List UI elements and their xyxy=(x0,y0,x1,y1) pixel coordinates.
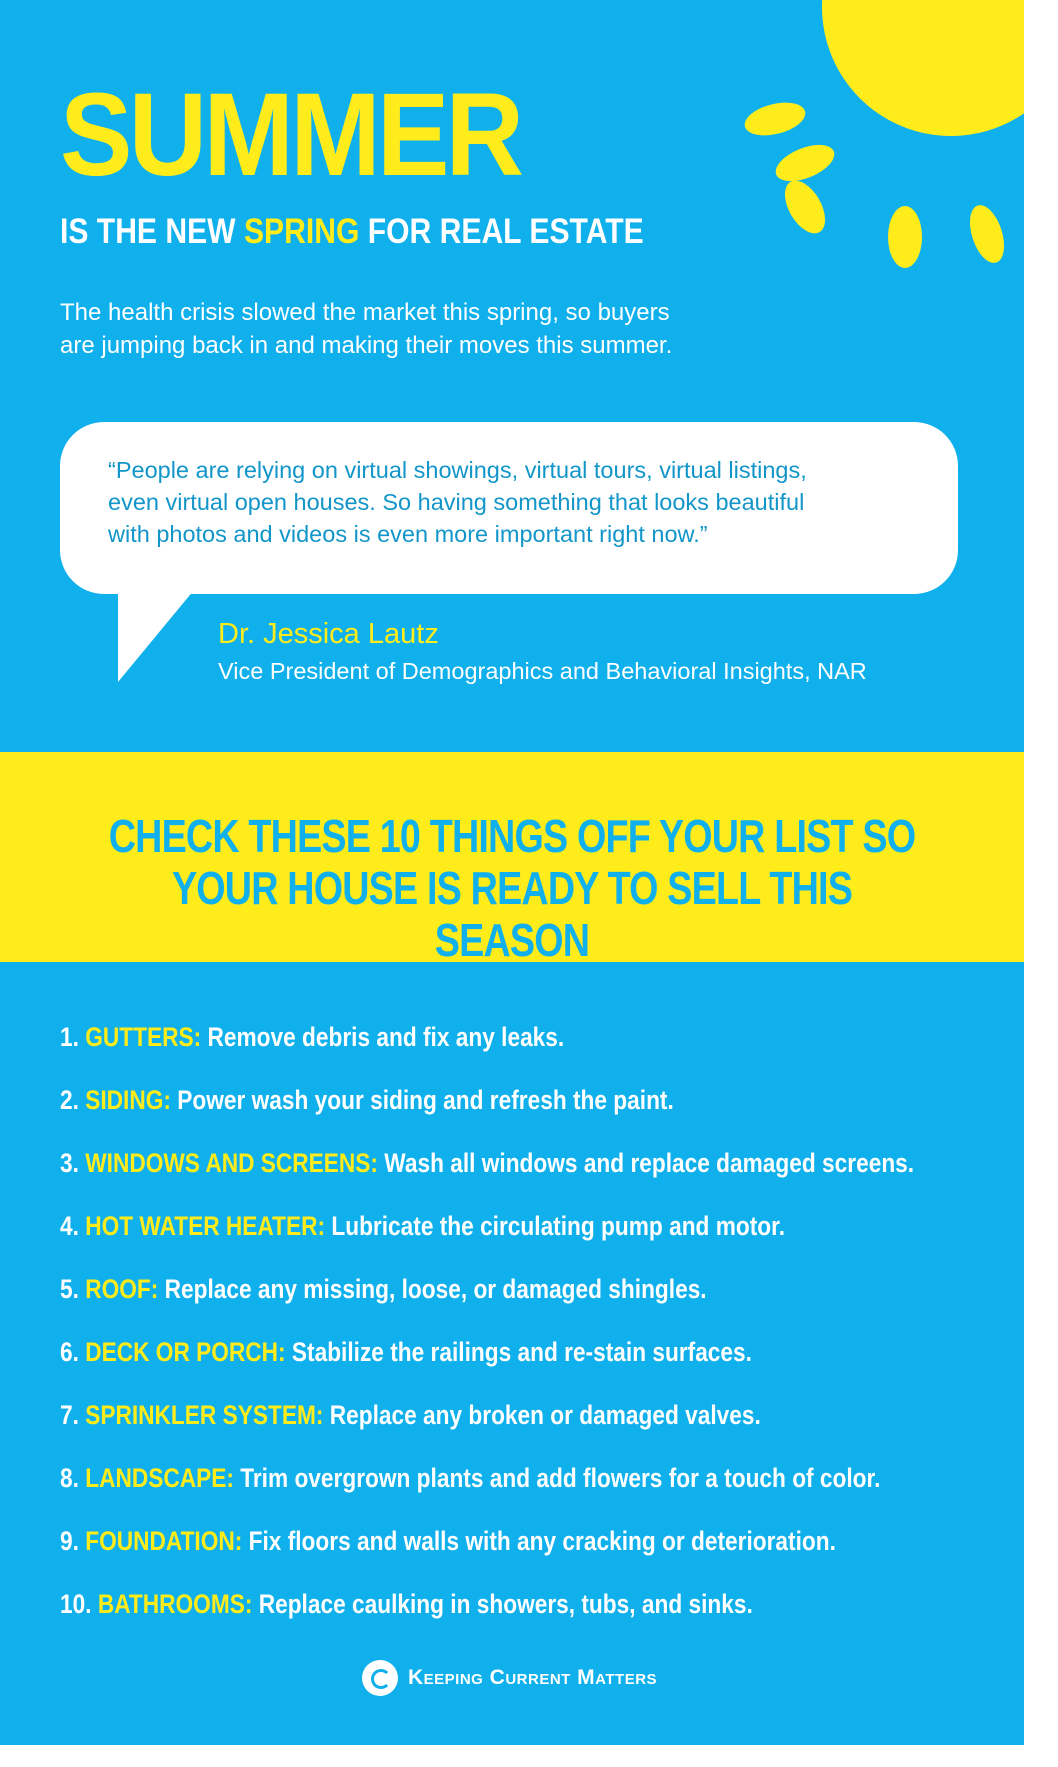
sun-ray-icon xyxy=(771,137,840,188)
sun-ray-icon xyxy=(741,97,808,141)
kcm-logo xyxy=(362,1660,657,1696)
item-text: Fix floors and walls with any cracking or deterioration. xyxy=(248,1526,836,1556)
item-text: Lubricate the circulating pump and motor. xyxy=(331,1211,786,1241)
item-label: BATHROOMS: xyxy=(97,1589,253,1619)
item-number: 9. xyxy=(60,1526,79,1556)
quote-line: with photos and videos is even more important right now.” xyxy=(108,521,708,547)
quote-line: “People are relying on virtual showings, virtual tours, virtual listings, xyxy=(108,457,807,483)
item-text: Replace any missing, loose, or damaged shingles. xyxy=(164,1274,707,1304)
intro-text xyxy=(60,296,780,362)
item-label: GUTTERS: xyxy=(85,1022,202,1052)
item-label: LANDSCAPE: xyxy=(85,1463,234,1493)
item-label: DECK OR PORCH: xyxy=(85,1337,286,1367)
list-item xyxy=(60,1528,836,1555)
sun-ray-icon xyxy=(963,201,1010,267)
item-number: 5. xyxy=(60,1274,79,1304)
item-text: Remove debris and fix any leaks. xyxy=(207,1022,565,1052)
list-item xyxy=(60,1465,880,1492)
quote-bubble-tail xyxy=(118,590,194,682)
item-label: WINDOWS AND SCREENS: xyxy=(85,1148,378,1178)
item-number: 7. xyxy=(60,1400,79,1430)
item-label: SPRINKLER SYSTEM: xyxy=(85,1400,324,1430)
checklist-heading-line: CHECK THESE 10 THINGS OFF YOUR LIST SO xyxy=(108,810,916,862)
item-text: Replace caulking in showers, tubs, and sinks. xyxy=(258,1589,753,1619)
quote-author-title: Vice President of Demographics and Behavioral Insights, NAR xyxy=(218,658,867,684)
item-text: Power wash your siding and refresh the paint. xyxy=(177,1085,674,1115)
sun-ray-icon xyxy=(888,206,922,268)
logo-text: Keeping Current Matters xyxy=(408,1666,658,1689)
intro-line: are jumping back in and making their moves this summer. xyxy=(60,332,673,359)
list-item xyxy=(60,1276,707,1303)
quote-author: Dr. Jessica Lautz xyxy=(218,618,439,650)
kcm-swirl-icon xyxy=(362,1660,398,1696)
quote-line: even virtual open houses. So having something that looks beautiful xyxy=(108,489,805,515)
item-label: FOUNDATION: xyxy=(85,1526,243,1556)
item-number: 4. xyxy=(60,1211,79,1241)
list-item xyxy=(60,1150,914,1177)
item-number: 6. xyxy=(60,1337,79,1367)
subtitle-part: IS THE NEW xyxy=(60,212,244,251)
item-text: Wash all windows and replace damaged screens. xyxy=(384,1148,915,1178)
list-item xyxy=(60,1213,785,1240)
subtitle-accent: SPRING xyxy=(243,212,360,251)
item-number: 10. xyxy=(60,1589,92,1619)
list-item xyxy=(60,1402,761,1429)
item-number: 1. xyxy=(60,1022,79,1052)
item-text: Trim overgrown plants and add flowers for a touch of color. xyxy=(240,1463,881,1493)
sun-ray-icon xyxy=(777,174,834,240)
intro-line: The health crisis slowed the market this spring, so buyers xyxy=(60,299,670,326)
list-item xyxy=(60,1087,674,1114)
page-title: SUMMER xyxy=(60,69,521,201)
quote-text xyxy=(108,454,928,550)
page-subtitle xyxy=(60,214,644,249)
item-number: 8. xyxy=(60,1463,79,1493)
item-label: HOT WATER HEATER: xyxy=(85,1211,326,1241)
item-number: 3. xyxy=(60,1148,79,1178)
checklist-heading xyxy=(0,810,1024,966)
sun-icon xyxy=(822,0,1024,136)
list-item xyxy=(60,1339,752,1366)
checklist-heading-line: YOUR HOUSE IS READY TO SELL THIS SEASON xyxy=(171,862,853,966)
list-item xyxy=(60,1024,564,1051)
item-number: 2. xyxy=(60,1085,79,1115)
item-text: Stabilize the railings and re-stain surfaces. xyxy=(291,1337,752,1367)
subtitle-part: FOR REAL ESTATE xyxy=(359,212,644,251)
item-text: Replace any broken or damaged valves. xyxy=(329,1400,761,1430)
item-label: ROOF: xyxy=(85,1274,159,1304)
item-label: SIDING: xyxy=(85,1085,171,1115)
list-item xyxy=(60,1591,753,1618)
